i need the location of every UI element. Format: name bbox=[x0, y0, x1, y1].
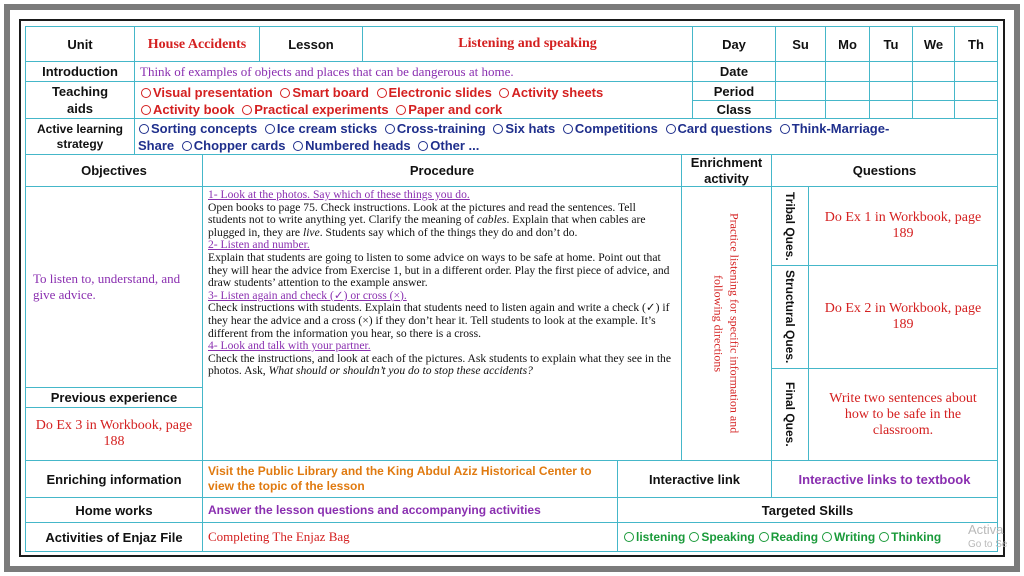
objectives-text: To listen to, understand, and give advice. bbox=[25, 186, 203, 388]
skill-listening[interactable]: listening bbox=[620, 530, 685, 544]
enrichment-header-line2: activity bbox=[704, 170, 749, 186]
enjaz-label: Activities of Enjaz File bbox=[25, 522, 203, 552]
strategy-ice-cream-sticks[interactable]: Ice cream sticks bbox=[261, 121, 377, 136]
radio-icon bbox=[418, 141, 428, 151]
teaching-aids-label-line2: aids bbox=[66, 101, 93, 116]
radio-icon bbox=[385, 124, 395, 134]
targeted-skills-label: Targeted Skills bbox=[617, 497, 998, 523]
skill-speaking[interactable]: Speaking bbox=[685, 530, 754, 544]
class-su bbox=[775, 100, 826, 119]
lesson-value: Listening and speaking bbox=[362, 26, 693, 62]
aid-visual-presentation[interactable]: Visual presentation bbox=[137, 85, 273, 100]
strategy-card-questions[interactable]: Card questions bbox=[662, 121, 773, 136]
day-su: Su bbox=[775, 26, 826, 62]
skill-reading[interactable]: Reading bbox=[755, 530, 818, 544]
active-learning-label bbox=[25, 118, 135, 155]
procedure-step-1-body: Open books to page 75. Check instructions. Look at the pictures and read the sentences. Tell students not to write anything yet. Clarify the meaning of cables. Explain that when cables are plugged in, they are live. Students say which of the things they do and don’t do. bbox=[208, 200, 646, 239]
radio-icon bbox=[689, 532, 699, 542]
day-we: We bbox=[912, 26, 955, 62]
strategy-numbered-heads[interactable]: Numbered heads bbox=[289, 138, 410, 153]
radio-icon bbox=[563, 124, 573, 134]
questions-header: Questions bbox=[771, 154, 998, 187]
teaching-aids-options bbox=[134, 81, 693, 119]
radio-icon bbox=[396, 105, 406, 115]
unit-value: House Accidents bbox=[134, 26, 260, 62]
period-su bbox=[775, 81, 826, 101]
enrichment-header-line1: Enrichment bbox=[690, 154, 763, 170]
targeted-skills-options bbox=[617, 522, 998, 552]
structural-ques-text: Do Ex 2 in Workbook, page 189 bbox=[808, 265, 998, 369]
lesson-label: Lesson bbox=[259, 26, 363, 62]
radio-icon bbox=[242, 105, 252, 115]
teaching-aids-label-line1: Teaching bbox=[51, 84, 109, 99]
radio-icon bbox=[280, 88, 290, 98]
day-mo: Mo bbox=[825, 26, 870, 62]
procedure-step-3-title: 3- Listen again and check (✓) or cross (×). bbox=[208, 288, 407, 302]
interactive-link-text[interactable]: Interactive links to textbook bbox=[771, 460, 998, 498]
aid-activity-sheets[interactable]: Activity sheets bbox=[495, 85, 603, 100]
date-label: Date bbox=[692, 61, 776, 82]
class-mo bbox=[825, 100, 870, 119]
active-learning-options bbox=[134, 118, 998, 155]
unit-label: Unit bbox=[25, 26, 135, 62]
procedure-step-4-title: 4- Look and talk with your partner. bbox=[208, 339, 371, 353]
home-works-label: Home works bbox=[25, 497, 203, 523]
tribal-ques-text: Do Ex 1 in Workbook, page 189 bbox=[808, 186, 998, 266]
procedure-step-1-title: 1- Look at the photos. Say which of these things you do. bbox=[208, 188, 470, 201]
strategy-share-continuation: Share bbox=[138, 138, 175, 153]
home-works-text: Answer the lesson questions and accompanying activities bbox=[202, 497, 618, 523]
period-we bbox=[912, 81, 955, 101]
radio-icon bbox=[141, 88, 151, 98]
introduction-label: Introduction bbox=[25, 61, 135, 82]
day-tu: Tu bbox=[869, 26, 913, 62]
enriching-information-label: Enriching information bbox=[25, 460, 203, 498]
radio-icon bbox=[624, 532, 634, 542]
interactive-link-label: Interactive link bbox=[617, 460, 772, 498]
radio-icon bbox=[182, 141, 192, 151]
enrichment-body bbox=[681, 186, 772, 461]
teaching-aids-label bbox=[25, 81, 135, 119]
radio-icon bbox=[141, 105, 151, 115]
final-ques-text: Write two sentences about how to be safe in the classroom. bbox=[808, 368, 998, 461]
period-th bbox=[954, 81, 998, 101]
procedure-header: Procedure bbox=[202, 154, 682, 187]
aid-activity-book[interactable]: Activity book bbox=[137, 102, 235, 117]
radio-icon bbox=[780, 124, 790, 134]
aid-smart-board[interactable]: Smart board bbox=[276, 85, 369, 100]
class-tu bbox=[869, 100, 913, 119]
strategy-sorting-concepts[interactable]: Sorting concepts bbox=[135, 121, 257, 136]
day-th: Th bbox=[954, 26, 998, 62]
radio-icon bbox=[493, 124, 503, 134]
procedure-step-2-body: Explain that students are going to listen to some advice on ways to be safe at home. Point out that they will hear the advice from Exercise 1, but in a different order. Play the first piece of advice, and draw students’ attention to the example answer. bbox=[208, 250, 670, 290]
date-mo bbox=[825, 61, 870, 82]
class-label: Class bbox=[692, 100, 776, 119]
date-we bbox=[912, 61, 955, 82]
radio-icon bbox=[879, 532, 889, 542]
radio-icon bbox=[666, 124, 676, 134]
teaching-aids-row1 bbox=[137, 84, 692, 101]
aid-practical-experiments[interactable]: Practical experiments bbox=[238, 102, 388, 117]
date-th bbox=[954, 61, 998, 82]
skill-writing[interactable]: Writing bbox=[818, 530, 875, 544]
procedure-step-3-body: Check instructions with students. Explain that students need to listen again and write a check (✓) if they hear the advice and a cross (×) if they don’t hear it. Tell students to look at the example. It’s different from the information you hear, so there is a cross. bbox=[208, 301, 670, 340]
strategy-cross-training[interactable]: Cross-training bbox=[381, 121, 486, 136]
previous-experience-label: Previous experience bbox=[25, 387, 203, 408]
strategy-think-marriage-share[interactable]: Think-Marriage- bbox=[776, 121, 890, 136]
active-learning-row1 bbox=[135, 120, 997, 137]
teaching-aids-row2 bbox=[137, 101, 692, 118]
procedure-step-4-body: Check the instructions, and look at each of the pictures. Ask students to explain what they see in the photos. Ask, What should or shouldn’t you do to stop these accidents? bbox=[208, 351, 671, 378]
radio-icon bbox=[293, 141, 303, 151]
watermark-line2: Go to Se bbox=[968, 539, 1008, 550]
aid-paper-and-cork[interactable]: Paper and cork bbox=[392, 102, 502, 117]
aid-electronic-slides[interactable]: Electronic slides bbox=[373, 85, 492, 100]
radio-icon bbox=[499, 88, 509, 98]
active-learning-row2 bbox=[135, 137, 997, 154]
active-learning-label-line2: strategy bbox=[56, 136, 104, 151]
radio-icon bbox=[822, 532, 832, 542]
class-th bbox=[954, 100, 998, 119]
procedure-step-2-title: 2- Listen and number. bbox=[208, 238, 310, 252]
date-tu bbox=[869, 61, 913, 82]
introduction-text: Think of examples of objects and places that can be dangerous at home. bbox=[134, 61, 693, 82]
strategy-other[interactable]: Other ... bbox=[414, 138, 479, 153]
strategy-competitions[interactable]: Competitions bbox=[559, 121, 658, 136]
watermark-line1: Activa bbox=[968, 522, 1004, 537]
active-learning-label-line1: Active learning bbox=[36, 121, 124, 136]
day-label: Day bbox=[692, 26, 776, 62]
class-we bbox=[912, 100, 955, 119]
radio-icon bbox=[139, 124, 149, 134]
enrichment-text: Practice listening for specific information and following directions bbox=[711, 213, 742, 434]
structural-ques-label: Structural Ques. bbox=[771, 265, 809, 369]
date-su bbox=[775, 61, 826, 82]
radio-icon bbox=[265, 124, 275, 134]
enrichment-header bbox=[681, 154, 772, 187]
enriching-information-text: Visit the Public Library and the King Abdul Aziz Historical Center to view the topic of the lesson bbox=[202, 460, 618, 498]
period-tu bbox=[869, 81, 913, 101]
period-label: Period bbox=[692, 81, 776, 101]
period-mo bbox=[825, 81, 870, 101]
radio-icon bbox=[377, 88, 387, 98]
previous-experience-text: Do Ex 3 in Workbook, page 188 bbox=[25, 407, 203, 461]
enjaz-text: Completing The Enjaz Bag bbox=[202, 522, 618, 552]
final-ques-label: Final Ques. bbox=[771, 368, 809, 461]
radio-icon bbox=[759, 532, 769, 542]
skill-thinking[interactable]: Thinking bbox=[875, 530, 941, 544]
strategy-six-hats[interactable]: Six hats bbox=[489, 121, 555, 136]
objectives-header: Objectives bbox=[25, 154, 203, 187]
strategy-chopper-cards[interactable]: Chopper cards bbox=[178, 138, 286, 153]
tribal-ques-label: Tribal Ques. bbox=[771, 186, 809, 266]
procedure-body bbox=[202, 186, 682, 461]
